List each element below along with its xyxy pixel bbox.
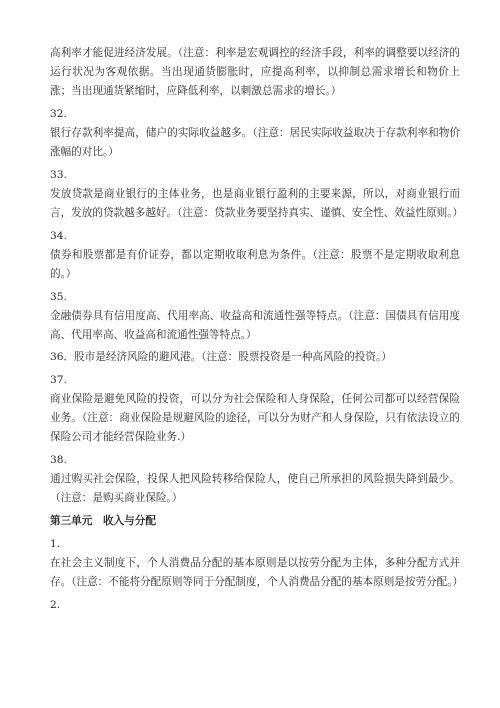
- paragraph-item-36: 36．股市是经济风险的避风港。（注意：股票投资是一种高风险的投资。）: [50, 351, 392, 363]
- paragraph-item-1: 在社会主义制度下，个人消费品分配的基本原则是以按劳分配为主体，多种分配方式并存。（注意：不能将分配原则等同于分配制度，个人消费品分配的基本原则是按劳分配。）: [50, 557, 464, 588]
- paragraph-item-33: 发放贷款是商业银行的主体业务，也是商业银行盈利的主要来源，所以，对商业银行而言，发放的贷款越多越好。（注意：贷款业务要坚持真实、谨慎、安全性、效益性原则。）: [50, 188, 464, 219]
- item-number-1: 1.: [50, 538, 61, 550]
- paragraph-interest-rate: 高利率才能促进经济发展。（注意：利率是宏观调控的经济手段，利率的调整要以经济的运行状况为客观依据。当出现通货膨胀时，应提高利率，以抑制总需求增长和物价上涨；当出现通货紧缩时，应降低利率，以刺激总需求的增长。）: [50, 47, 460, 97]
- item-number-33: 33.: [50, 169, 67, 181]
- paragraph-item-37: 商业保险是避免风险的投资，可以分为社会保险和人身保险，任何公司都可以经营保险业务。（注意：商业保险是规避风险的途径，可以分为财产和人身保险，只有依法设立的保险公司才能经营保险业务.）: [50, 393, 460, 443]
- document-page: [50, 44, 464, 615]
- item-number-38: 38.: [50, 454, 67, 466]
- section-heading-unit-3: 第三单元 收入与分配: [50, 515, 156, 527]
- item-number-35: 35.: [50, 291, 67, 303]
- paragraph-item-34: 债券和股票都是有价证券，都以定期收取利息为条件。（注意：股票不是定期收取利息的。）: [50, 249, 460, 280]
- paragraph-item-38: 通过购买社会保险，投保人把风险转移给保险人，使自己所承担的风险损失降到最少。（注意：是购买商业保险。）: [50, 473, 460, 504]
- item-number-2: 2.: [50, 599, 61, 611]
- paragraph-item-35: 金融债券具有信用度高、代用率高、收益高和流通性强等特点。（注意：国债具有信用度高、代用率高、收益高和流通性强等特点。）: [50, 310, 460, 341]
- item-number-37: 37.: [50, 374, 67, 386]
- item-number-32: 32.: [50, 108, 67, 120]
- item-number-34: 34.: [50, 230, 67, 242]
- paragraph-item-32: 银行存款利率提高，储户的实际收益越多。（注意：居民实际收益取决于存款利率和物价涨幅的对比。）: [50, 127, 460, 158]
